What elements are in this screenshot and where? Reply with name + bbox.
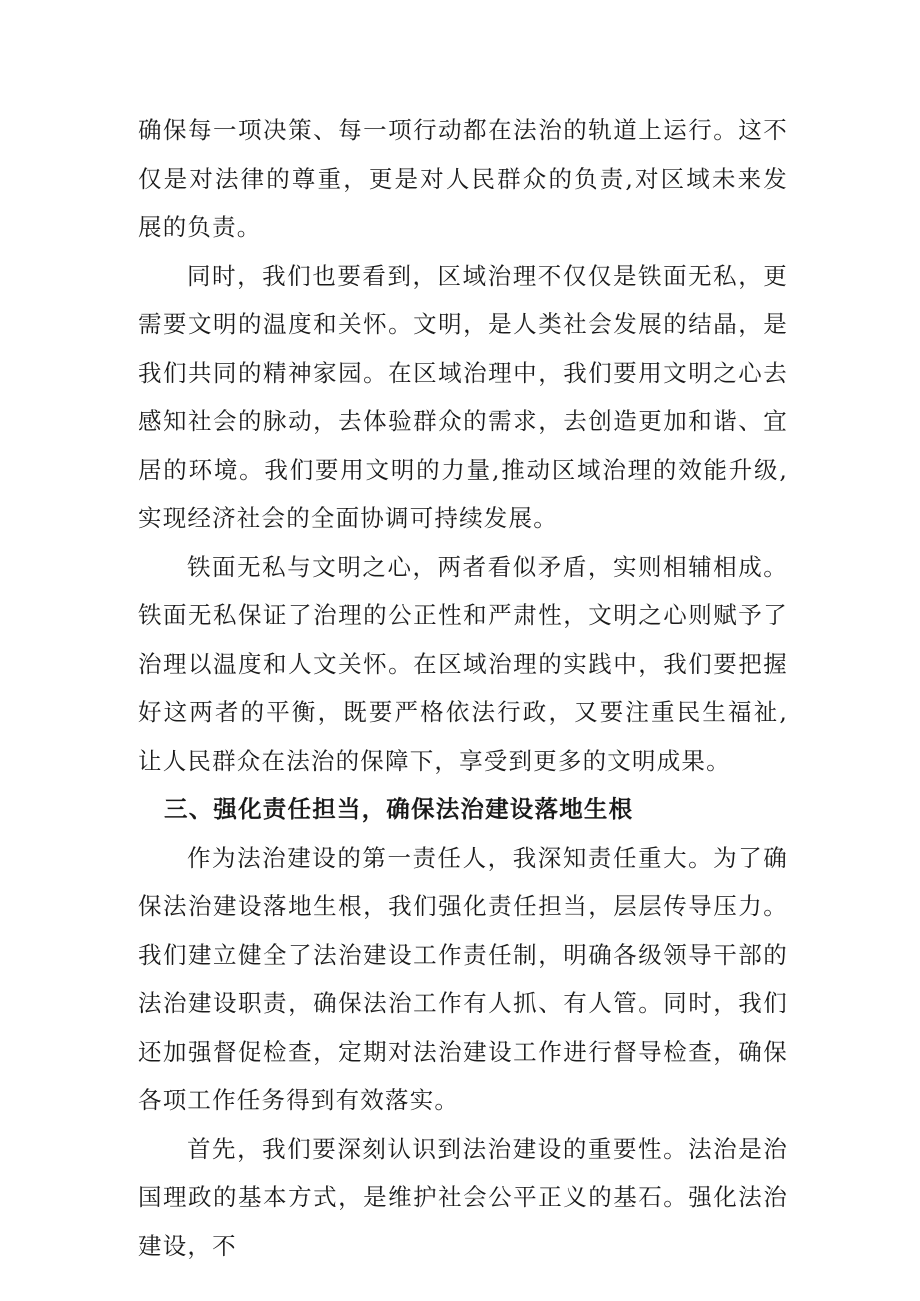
section-heading: 三、强化责任担当，确保法治建设落地生根 bbox=[164, 795, 634, 823]
document-body bbox=[138, 106, 788, 1270]
paragraph-continued: 确保每一项决策、每一项行动都在法治的轨道上运行。这不仅是对法律的尊重，更是对人民群众的负责,对区域未来发展的负责。 bbox=[138, 116, 788, 241]
paragraph-civilization: 同时，我们也要看到，区域治理不仅仅是铁面无私，更需要文明的温度和关怀。文明，是人类社会发展的结晶，是我们共同的精神家园。在区域治理中，我们要用文明之心去感知社会的脉动，去体验群众的需求，去创造更加和谐、宜居的环境。我们要用文明的力量,推动区域治理的效能升级,实现经济社会的全面协调可持续发展。 bbox=[138, 261, 788, 532]
paragraph-importance: 首先，我们要深刻认识到法治建设的重要性。法治是治国理政的基本方式，是维护社会公平正义的基石。强化法治建设，不 bbox=[138, 1134, 788, 1260]
paragraph-responsibility: 作为法治建设的第一责任人，我深知责任重大。为了确保法治建设落地生根，我们强化责任担当，层层传导压力。我们建立健全了法治建设工作责任制，明确各级领导干部的法治建设职责，确保法治工作有人抓、有人管。同时，我们还加强督促检查，定期对法治建设工作进行督导检查，确保各项工作任务得到有效落实。 bbox=[138, 843, 788, 1114]
paragraph-balance: 铁面无私与文明之心，两者看似矛盾，实则相辅相成。铁面无私保证了治理的公正性和严肃性，文明之心则赋予了治理以温度和人文关怀。在区域治理的实践中，我们要把握好这两者的平衡，既要严格依法行政，又要注重民生福祉,让人民群众在法治的保障下，享受到更多的文明成果。 bbox=[138, 552, 788, 775]
